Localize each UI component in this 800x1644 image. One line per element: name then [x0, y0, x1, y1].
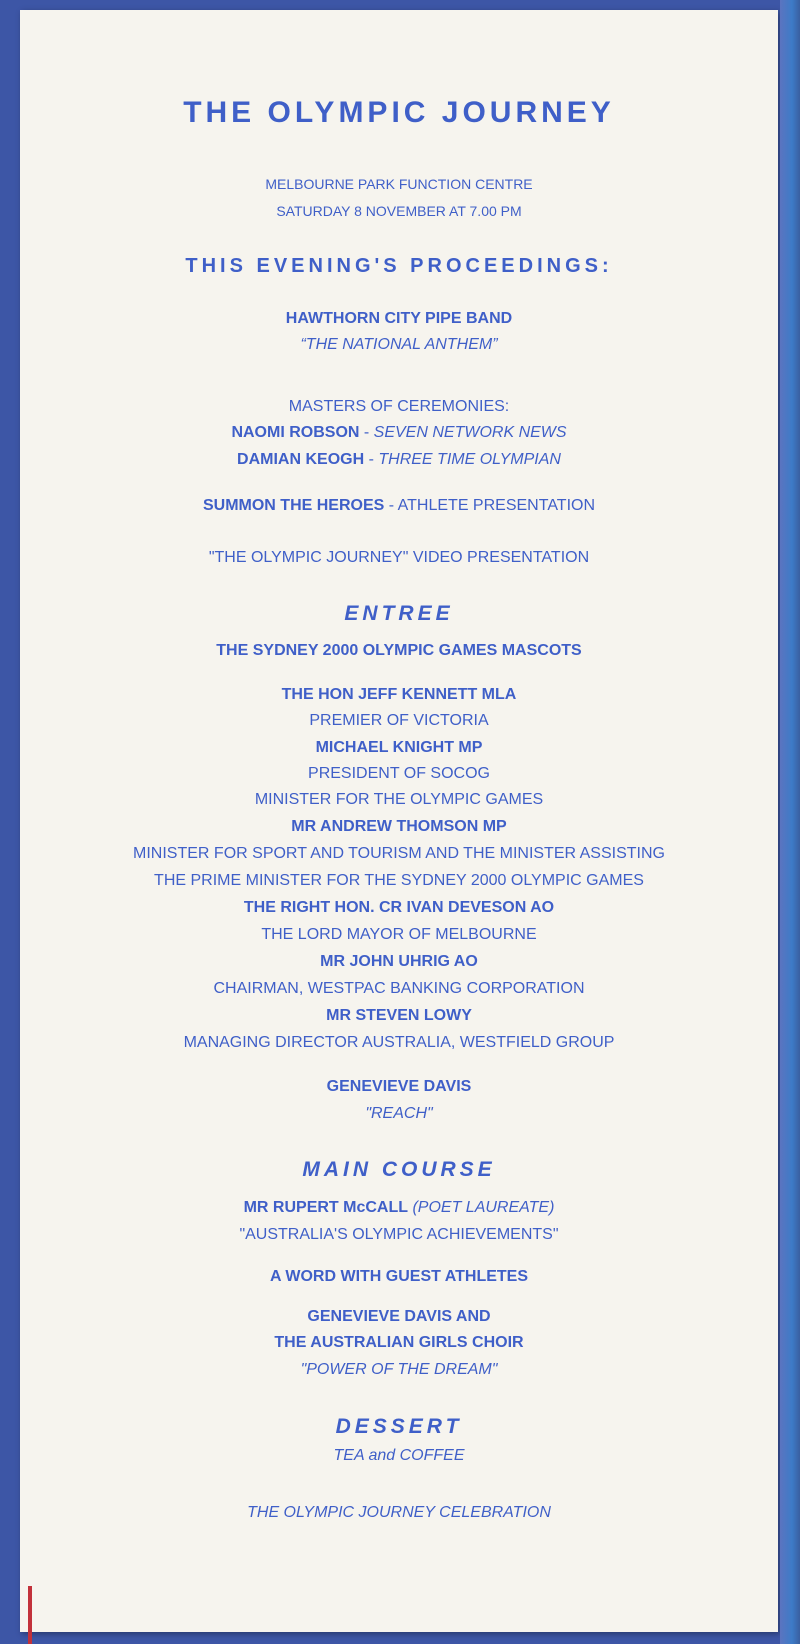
- speaker-name: MR ANDREW THOMSON MP: [291, 818, 507, 835]
- speaker-title: MANAGING DIRECTOR AUSTRALIA, WESTFIELD GROUP: [183, 1034, 615, 1051]
- separator: -: [364, 451, 379, 468]
- guest-athletes: A WORD WITH GUEST ATHLETES: [269, 1268, 529, 1285]
- page-title: THE OLYMPIC JOURNEY: [183, 96, 615, 129]
- mc1-name: NAOMI ROBSON: [231, 424, 360, 441]
- entree-performer: GENEVIEVE DAVIS: [326, 1078, 472, 1095]
- cover-edge: [780, 0, 800, 1644]
- dessert-item: TEA and COFFEE: [333, 1447, 465, 1464]
- mc1-role: SEVEN NETWORK NEWS: [373, 424, 567, 441]
- poem-title: "AUSTRALIA'S OLYMPIC ACHIEVEMENTS": [239, 1226, 559, 1243]
- speaker-title: MINISTER FOR THE OLYMPIC GAMES: [254, 791, 544, 808]
- speaker-name: THE RIGHT HON. CR IVAN DEVESON AO: [243, 899, 555, 916]
- speaker-title: PREMIER OF VICTORIA: [309, 712, 489, 729]
- speaker-title: MINISTER FOR SPORT AND TOURISM AND THE MINISTER ASSISTING: [133, 845, 665, 862]
- speaker-title: CHAIRMAN, WESTPAC BANKING CORPORATION: [213, 980, 585, 997]
- pipe-band-piece: “THE NATIONAL ANTHEM”: [300, 336, 498, 353]
- heroes-desc: ATHLETE PRESENTATION: [397, 497, 596, 514]
- video-presentation: "THE OLYMPIC JOURNEY" VIDEO PRESENTATION: [208, 549, 590, 566]
- heroes-name: SUMMON THE HEROES: [202, 497, 385, 514]
- ribbon-marker: [28, 1586, 32, 1644]
- mc-line-1: [20, 424, 778, 442]
- separator: -: [384, 497, 398, 514]
- entree-heading: ENTREE: [344, 602, 454, 625]
- speaker-name: MR JOHN UHRIG AO: [320, 953, 478, 970]
- poet-line: [20, 1199, 778, 1217]
- speaker-name: THE HON JEFF KENNETT MLA: [281, 686, 517, 703]
- main-performer-1: GENEVIEVE DAVIS AND: [307, 1308, 491, 1325]
- heroes-line: [20, 497, 778, 515]
- speaker-title: THE PRIME MINISTER FOR THE SYDNEY 2000 OLYMPIC GAMES: [154, 872, 644, 889]
- event-date: SATURDAY 8 NOVEMBER AT 7.00 PM: [276, 203, 522, 219]
- poet-role: (POET LAUREATE): [412, 1199, 555, 1216]
- mc2-name: DAMIAN KEOGH: [237, 451, 365, 468]
- main-song: "POWER OF THE DREAM": [300, 1361, 498, 1378]
- venue: MELBOURNE PARK FUNCTION CENTRE: [265, 176, 533, 192]
- speaker-name: MR STEVEN LOWY: [326, 1007, 472, 1024]
- pipe-band-name: HAWTHORN CITY PIPE BAND: [285, 310, 513, 327]
- speaker-name: MICHAEL KNIGHT MP: [315, 739, 483, 756]
- proceedings-heading: THIS EVENING'S PROCEEDINGS:: [185, 255, 613, 277]
- mc2-role: THREE TIME OLYMPIAN: [378, 451, 561, 468]
- speaker-title: THE LORD MAYOR OF MELBOURNE: [261, 926, 537, 943]
- masters-heading: MASTERS OF CEREMONIES:: [288, 398, 510, 415]
- entree-song: "REACH": [365, 1105, 433, 1122]
- speaker-title: PRESIDENT OF SOCOG: [308, 765, 490, 782]
- main-performer-2: THE AUSTRALIAN GIRLS CHOIR: [274, 1334, 524, 1351]
- separator: -: [359, 424, 374, 441]
- mc-line-2: [20, 451, 778, 469]
- closing-line: THE OLYMPIC JOURNEY CELEBRATION: [247, 1504, 551, 1521]
- main-course-heading: MAIN COURSE: [302, 1158, 496, 1181]
- poet-name: MR RUPERT McCALL: [243, 1199, 409, 1216]
- mascots: THE SYDNEY 2000 OLYMPIC GAMES MASCOTS: [216, 642, 582, 659]
- dessert-heading: DESSERT: [335, 1415, 463, 1438]
